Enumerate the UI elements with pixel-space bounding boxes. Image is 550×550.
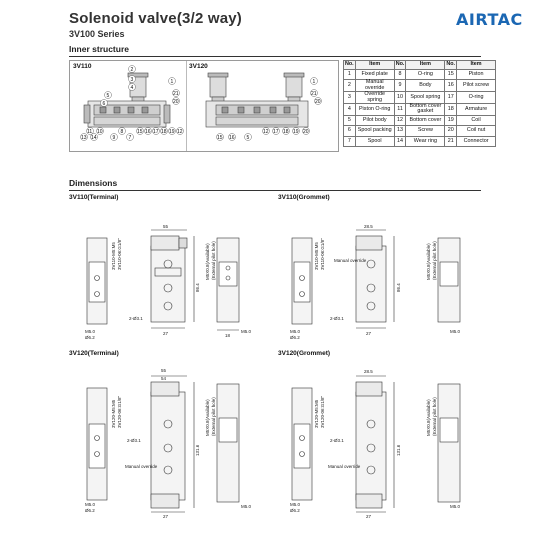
svg-text:12: 12 [263,129,269,135]
table-cell: 5 [344,115,356,125]
dim-port-spec-1: 3V120-M5:M5 [111,399,116,428]
dim-m5-label: M5.0 [241,504,252,509]
table-cell: 16 [445,80,457,92]
dim-holes-label: 2-Ø3.1 [330,438,344,443]
parts-col-no-1: No. [344,61,356,70]
dim-avail-label: M5X0.8(Available) [426,399,431,436]
table-cell: 14 [394,136,406,146]
table-cell: Piston O-ring [355,104,394,116]
dim-panel-3v110-grommet [278,194,482,344]
svg-text:9: 9 [112,135,116,141]
svg-text:14: 14 [91,135,97,141]
dim-dia-label: Ø6.2 [290,335,300,340]
svg-text:19: 19 [169,129,175,135]
table-cell: Spool packing [355,126,394,136]
inner-structure-rule [69,56,481,57]
inner-structure-panel [69,60,339,152]
table-cell: Pilot body [355,115,394,125]
dim-holes-label: 2-Ø3.1 [330,316,344,321]
table-cell: O-ring [457,92,496,104]
dim-height-label: 131.6 [195,444,200,456]
svg-text:16: 16 [229,135,235,141]
svg-text:16: 16 [145,129,151,135]
dim-port-label: M5.0 [290,502,301,507]
dim-manual-label: Manual override [328,464,361,469]
svg-text:17: 17 [153,129,159,135]
dim-panel-title: 3V110(Grommet) [278,194,330,201]
svg-text:20: 20 [303,129,309,135]
table-row [344,80,496,92]
dim-ext-pilot-label: (External pilot hole) [432,241,437,280]
dim-panel-title: 3V120(Grommet) [278,350,331,357]
dimensions-rule [69,190,481,191]
dim-panel-title: 3V120(Terminal) [69,350,119,357]
svg-text:20: 20 [173,99,179,105]
svg-text:13: 13 [81,135,87,141]
dim-drawing-3v120-terminal [69,358,275,518]
dim-base-label: 27 [366,514,372,518]
dim-ext-pilot-label: (External pilot hole) [211,241,216,280]
parts-col-item-1: Item [355,61,394,70]
inner-structure-heading: Inner structure [69,44,129,54]
table-row [344,92,496,104]
svg-text:17: 17 [273,129,279,135]
dim-port-spec-1: 3V110-M5:M5 [111,242,116,270]
table-cell: 4 [344,104,356,116]
dim-right-label: 18 [225,333,231,338]
table-cell: 9 [394,80,406,92]
inner-structure-drawing [70,61,338,151]
dim-port-label: M5.0 [85,502,96,507]
dim-port-spec-2: 3V110-06:G1/8" [117,238,122,270]
parts-col-no-2: No. [394,61,406,70]
table-cell: Coil nut [457,126,496,136]
svg-text:18: 18 [161,129,167,135]
table-cell: O-ring [406,70,445,80]
dim-height-label: 86.4 [396,283,401,292]
dim-manual-label: Manual override [125,464,158,469]
parts-table [343,60,496,147]
table-cell: 17 [445,92,457,104]
dim-port-spec-2: 3V110-06:G1/8" [320,238,325,270]
table-cell: Bottom cover [406,115,445,125]
dim-port-label: M5.0 [290,329,301,334]
inner-panel-title-3v120: 3V120 [189,63,208,70]
dim-height-label: 86.4 [195,283,200,292]
table-cell: Piston [457,70,496,80]
svg-text:2: 2 [130,67,134,73]
dim-port-spec-1: 3V120-M5:M5 [314,399,319,428]
dim-drawing-3v110-terminal [69,202,275,342]
parts-col-item-3: Item [457,61,496,70]
dim-dia-label: Ø6.2 [85,335,95,340]
dim-ext-pilot-label: (External pilot hole) [432,397,437,436]
parts-col-item-2: Item [406,61,445,70]
table-cell: Connector [457,136,496,146]
series-subtitle: 3V100 Series [69,29,125,39]
svg-text:21: 21 [173,91,179,97]
dim-panel-3v120-grommet [278,350,482,520]
dim-avail-label: M5X0.8(Available) [205,399,210,436]
table-cell: Body [406,80,445,92]
dim-width-label-b: 54 [161,376,167,381]
parts-table-header-row [344,61,496,70]
dim-holes-label: 2-Ø3.1 [127,438,141,443]
table-cell: 10 [394,92,406,104]
svg-text:15: 15 [137,129,143,135]
table-row [344,136,496,146]
dim-base-label: 27 [163,514,169,518]
dim-width-label: 55 [163,224,169,229]
svg-text:5: 5 [246,135,250,141]
svg-text:15: 15 [217,135,223,141]
svg-text:7: 7 [128,135,132,141]
table-cell: Screw [406,126,445,136]
table-row [344,70,496,80]
dim-drawing-3v110-grommet [278,202,482,342]
svg-text:18: 18 [283,129,289,135]
dim-port-label: M5.0 [85,329,96,334]
table-cell: 19 [445,115,457,125]
table-cell: 18 [445,104,457,116]
table-row [344,115,496,125]
dimensions-heading: Dimensions [69,178,118,188]
dim-drawing-3v120-grommet [278,358,482,518]
table-cell: Wear ring [406,136,445,146]
svg-text:19: 19 [293,129,299,135]
dim-dia-label: Ø6.2 [85,508,95,513]
table-cell: Manual override [355,80,394,92]
dim-port-spec-2: 3V120-06:G1/8" [117,395,122,428]
svg-text:11: 11 [87,129,93,135]
dim-port-spec-1: 3V110-M5:M5 [314,242,319,270]
table-cell: Spool [355,136,394,146]
table-cell: Coil [457,115,496,125]
dim-base-label: 27 [163,331,169,336]
table-cell: 7 [344,136,356,146]
dim-base-label: 27 [366,331,372,336]
dim-width-label-a: 55 [161,368,167,373]
inner-panel-title-3v110: 3V110 [73,63,92,70]
dim-holes-label: 2-Ø3.1 [129,316,143,321]
table-cell: Armature [457,104,496,116]
dim-width-label: 28.5 [364,369,373,374]
dim-ext-pilot-label: (External pilot hole) [211,397,216,436]
dim-port-spec-2: 3V120-06:G1/8" [320,395,325,428]
table-cell: Fixed plate [355,70,394,80]
svg-text:1: 1 [312,79,316,85]
svg-text:12: 12 [177,129,183,135]
parts-col-no-3: No. [445,61,457,70]
table-row [344,126,496,136]
table-cell: Pilot screw [457,80,496,92]
dim-width-label: 28.5 [364,224,373,229]
table-cell: 21 [445,136,457,146]
dim-m5-label: M5.0 [450,329,461,334]
dim-height-label: 131.6 [396,444,401,456]
svg-text:4: 4 [130,85,134,91]
airtac-logo: AIRTAC [456,10,523,29]
svg-text:6: 6 [102,101,106,107]
dim-avail-label: M5X0.8(Available) [426,243,431,280]
svg-text:1: 1 [170,79,174,85]
table-cell: 15 [445,70,457,80]
dim-avail-label: M5X0.8(Available) [205,243,210,280]
svg-text:21: 21 [311,91,317,97]
dim-m5-label: M5.0 [450,504,461,509]
table-cell: Spool spring [406,92,445,104]
table-cell: 3 [344,92,356,104]
svg-text:20: 20 [315,99,321,105]
table-cell: 12 [394,115,406,125]
dim-m5-label: M5.0 [241,329,252,334]
svg-text:3: 3 [130,77,134,83]
table-cell: 13 [394,126,406,136]
dim-panel-3v110-terminal [69,194,275,344]
table-cell: Bottom cover gasket [406,104,445,116]
table-cell: Override spring [355,92,394,104]
dim-panel-3v120-terminal [69,350,275,520]
dim-manual-label: Manual override [334,258,367,263]
svg-text:5: 5 [106,93,110,99]
table-row [344,104,496,116]
table-cell: 6 [344,126,356,136]
svg-text:10: 10 [97,129,103,135]
table-cell: 8 [394,70,406,80]
svg-text:8: 8 [120,129,124,135]
page-title: Solenoid valve(3/2 way) [69,10,242,27]
table-cell: 11 [394,104,406,116]
table-cell: 1 [344,70,356,80]
dim-panel-title: 3V110(Terminal) [69,194,119,201]
dim-dia-label: Ø6.2 [290,508,300,513]
table-cell: 2 [344,80,356,92]
table-cell: 20 [445,126,457,136]
